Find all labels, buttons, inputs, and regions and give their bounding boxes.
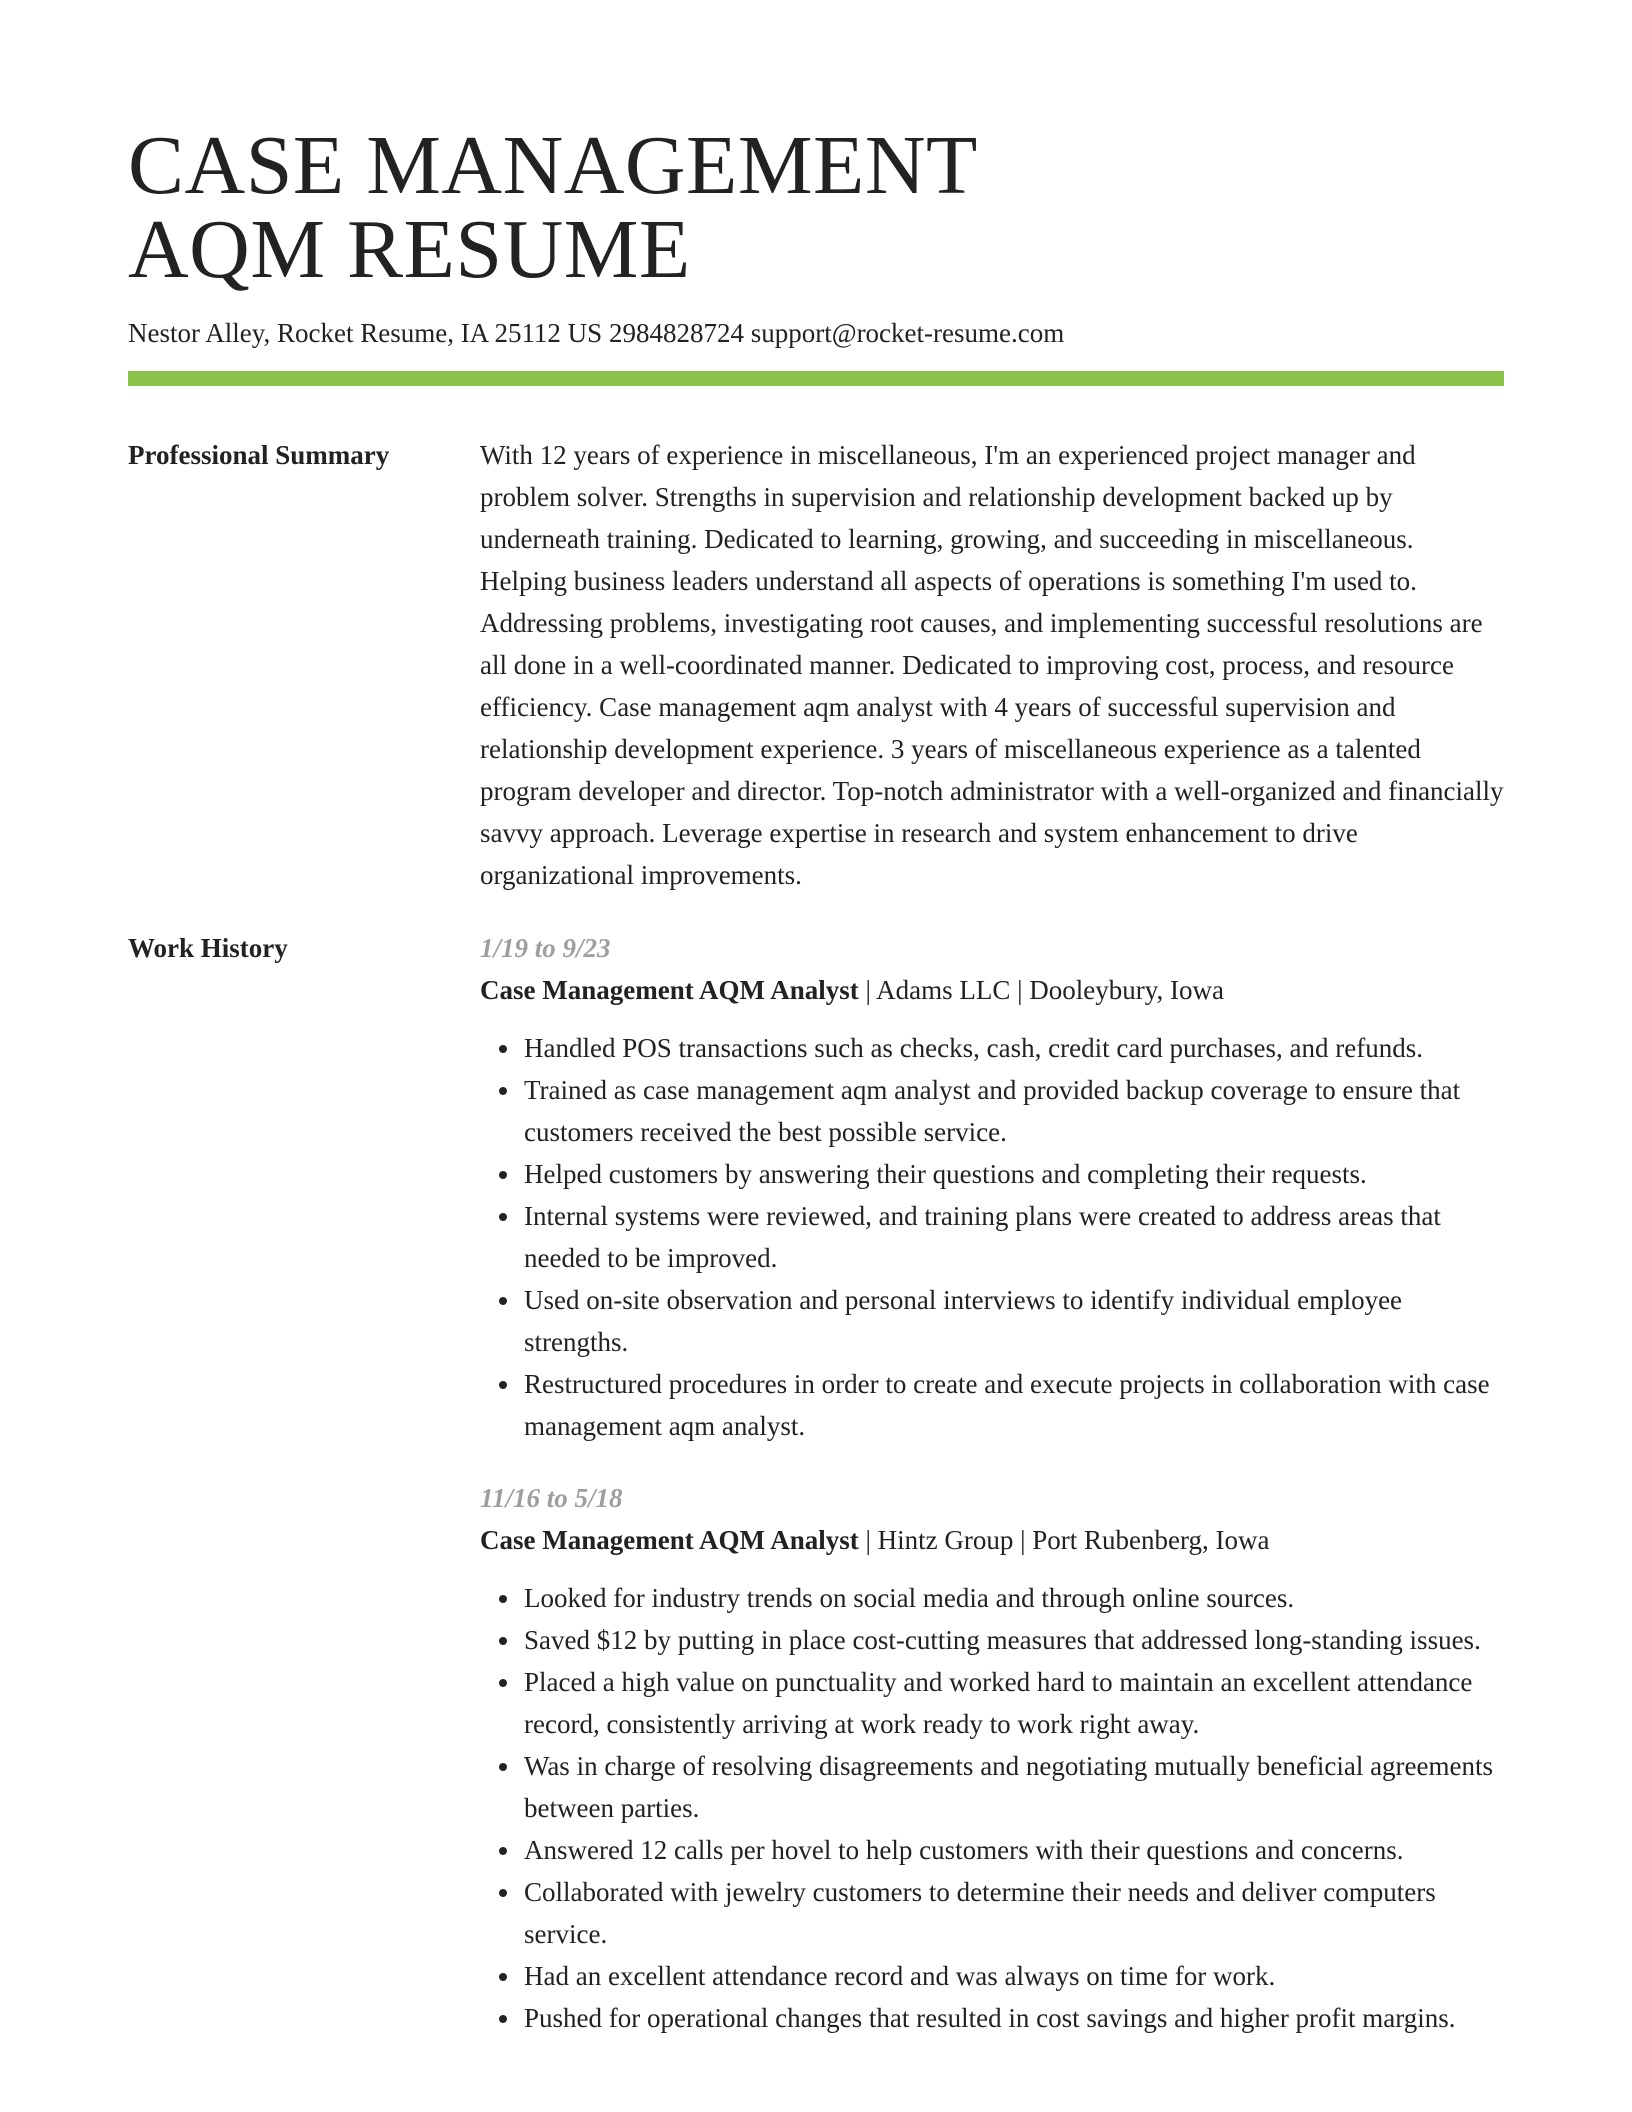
- resume-title-line-2: AQM RESUME: [128, 203, 691, 296]
- work-history-heading: Work History: [128, 933, 288, 963]
- job-title: Case Management AQM Analyst: [480, 1525, 859, 1555]
- job-bullet: Helped customers by answering their questions and completing their requests.: [524, 1153, 1504, 1195]
- job-bullet: Handled POS transactions such as checks, cash, credit card purchases, and refunds.: [524, 1027, 1504, 1069]
- job-bullet: Used on-site observation and personal interviews to identify individual employee strengths.: [524, 1279, 1504, 1363]
- job-bullet: Saved $12 by putting in place cost-cutting measures that addressed long-standing issues.: [524, 1619, 1504, 1661]
- job-bullet-list: [480, 1027, 1504, 1447]
- job-company-location: | Adams LLC | Dooleybury, Iowa: [858, 975, 1224, 1005]
- job-bullet-list: [480, 1577, 1504, 2039]
- job-bullet: Placed a high value on punctuality and worked hard to maintain an excellent attendance record, consistently arriving at work ready to work right away.: [524, 1661, 1504, 1745]
- job-company-location: | Hintz Group | Port Rubenberg, Iowa: [858, 1525, 1270, 1555]
- job-bullet: Collaborated with jewelry customers to determine their needs and deliver computers service.: [524, 1871, 1504, 1955]
- job-bullet: Pushed for operational changes that resulted in cost savings and higher profit margins.: [524, 1997, 1504, 2039]
- job-header: [480, 1519, 1504, 1561]
- job-bullet: Had an excellent attendance record and was always on time for work.: [524, 1955, 1504, 1997]
- job-header: [480, 969, 1504, 1011]
- contact-info: Nestor Alley, Rocket Resume, IA 25112 US 2984828724 support@rocket-resume.com: [128, 318, 1065, 348]
- resume-title-line-1: CASE MANAGEMENT: [128, 119, 978, 212]
- job-bullet: Looked for industry trends on social media and through online sources.: [524, 1577, 1504, 1619]
- job-bullet: Was in charge of resolving disagreements and negotiating mutually beneficial agreements between parties.: [524, 1745, 1504, 1829]
- job-dates: 1/19 to 9/23: [480, 933, 611, 963]
- job-entry: [480, 927, 1504, 1447]
- job-bullet: Answered 12 calls per hovel to help customers with their questions and concerns.: [524, 1829, 1504, 1871]
- professional-summary-text: With 12 years of experience in miscellaneous, I'm an experienced project manager and problem solver. Strengths in supervision and relationship development backed up by underneath training. Dedicated to learning, growing, and succeeding in miscellaneous. Helping business leaders understand all aspects of operations is something I'm used to. Addressing problems, investigating root causes, and implementing successful resolutions are all done in a well-coordinated manner. Dedicated to improving cost, process, and resource efficiency. Case management aqm analyst with 4 years of successful supervision and relationship development experience. 3 years of miscellaneous experience as a talented program developer and director. Top-notch administrator with a well-organized and financially savvy approach. Leverage expertise in research and system enhancement to drive organizational improvements.: [480, 440, 1504, 890]
- job-bullet: Restructured procedures in order to create and execute projects in collaboration with case management aqm analyst.: [524, 1363, 1504, 1447]
- work-history-list: [480, 927, 1504, 2069]
- header-divider: [128, 371, 1504, 386]
- professional-summary-heading: Professional Summary: [128, 440, 390, 470]
- job-bullet: Trained as case management aqm analyst and provided backup coverage to ensure that customers received the best possible service.: [524, 1069, 1504, 1153]
- job-entry: [480, 1477, 1504, 2039]
- job-title: Case Management AQM Analyst: [480, 975, 859, 1005]
- resume-title: [128, 119, 978, 296]
- job-dates: 11/16 to 5/18: [480, 1483, 623, 1513]
- job-bullet: Internal systems were reviewed, and training plans were created to address areas that needed to be improved.: [524, 1195, 1504, 1279]
